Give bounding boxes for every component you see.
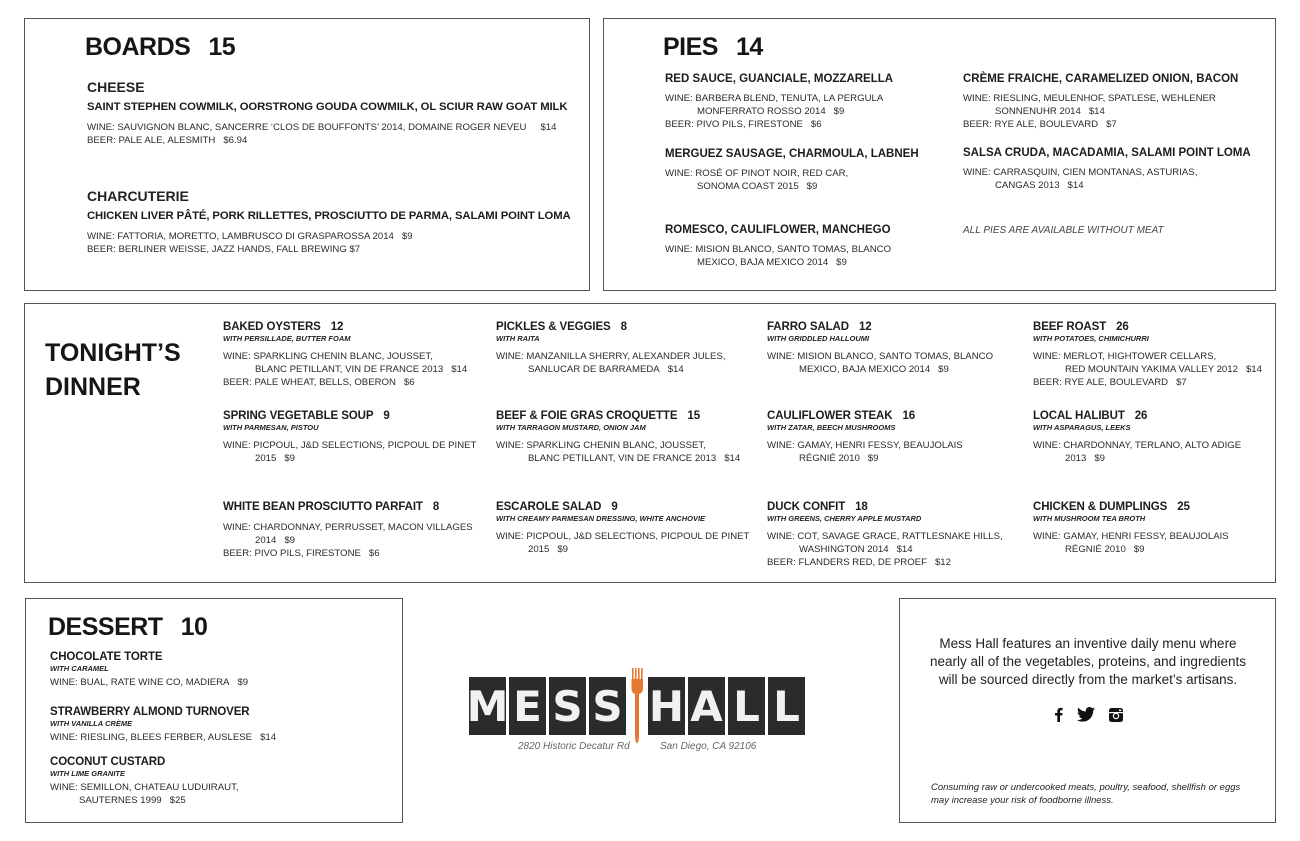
dinner-item: WHITE BEAN PROSCIUTTO PARFAIT 8 WINE: CHARDONNAY, PERRUSSET, MACON VILLAGES 2014 $9 BEER: PIVO PILS, FIRESTONE $6 [223,501,473,559]
dessert-price: 10 [180,613,208,641]
info-panel [899,598,1276,823]
boards-panel [24,18,590,291]
logo-letter: L [768,677,805,735]
fork-icon [629,677,645,735]
dessert-panel [25,598,403,823]
dinner-item: CAULIFLOWER STEAK 16 WITH ZATAR, BEECH MUSHROOMS WINE: GAMAY, HENRI FESSY, BEAUJOLAIS RÉGNIÉ 2010 $9 [767,410,963,464]
dessert-item: CHOCOLATE TORTE WITH CARAMEL WINE: BUAL, RATE WINE CO, MADIERA $9 [50,651,249,688]
section-items: CHICKEN LIVER PÂTÉ, PORK RILLETTES, PROSCIUTTO DE PARMA, SALAMI POINT LOMA [87,210,571,222]
dessert-title: DESSERT [48,613,163,641]
dinner-item: SPRING VEGETABLE SOUP 9 WITH PARMESAN, PISTOU WINE: PICPOUL, J&D SELECTIONS, PICPOUL DE PINET 2015 $9 [223,410,477,464]
dinner-item: PICKLES & VEGGIES 8 WITH RAITA WINE: MANZANILLA SHERRY, ALEXANDER JULES, SANLUCAR DE BARRAMEDA $14 [496,321,726,375]
section-title: CHARCUTERIE [87,188,189,204]
logo-letter: S [589,677,626,735]
dinner-title: TONIGHT’S DINNER [45,339,181,401]
mess-hall-logo [466,677,805,735]
logo-letter: H [648,677,685,735]
dinner-item: LOCAL HALIBUT 26 WITH ASPARAGUS, LEEKS WINE: CHARDONNAY, TERLANO, ALTO ADIGE 2013 $9 [1033,410,1242,464]
facebook-icon[interactable] [1054,707,1063,727]
logo-letter: A [688,677,725,735]
dinner-panel [24,303,1276,583]
dinner-item: CHICKEN & DUMPLINGS 25 WITH MUSHROOM TEA BROTH WINE: GAMAY, HENRI FESSY, BEAUJOLAIS RÉGNIÉ 2010 $9 [1033,501,1229,555]
pie-item: CRÈME FRAICHE, CARAMELIZED ONION, BACON WINE: RIESLING, MEULENHOF, SPATLESE, WEHLENER SONNENUHR 2014 $14 BEER: RYE ALE, BOULEVARD $7 [963,73,1239,130]
pie-item: ROMESCO, CAULIFLOWER, MANCHEGO WINE: MISION BLANCO, SANTO TOMAS, BLANCO MEXICO, BAJA MEXICO 2014 $9 [665,224,892,268]
pairing: WINE: FATTORIA, MORETTO, LAMBRUSCO DI GRASPAROSSA 2014 $9 BEER: BERLINER WEISSE, JAZZ HANDS, FALL BREWING $7 [87,231,413,255]
dinner-item: BAKED OYSTERS 12 WITH PERSILLADE, BUTTER FOAM WINE: SPARKLING CHENIN BLANC, JOUSSET, BLANC PETILLANT, VIN DE FRANCE 2013 $14 BEER: PALE WHEAT, BELLS, OBERON $6 [223,321,468,388]
instagram-icon[interactable] [1109,708,1123,727]
pies-panel [603,18,1276,291]
address-city: San Diego, CA 92106 [660,741,757,752]
health-disclaimer: Consuming raw or undercooked meats, poultry, seafood, shellfish or eggs may increase your risk of foodborne illness. [931,782,1241,806]
pie-item: MERGUEZ SAUSAGE, CHARMOULA, LABNEH WINE: ROSÉ OF PINOT NOIR, RED CAR, SONOMA COAST 2015 $9 [665,148,919,192]
dinner-item: BEEF ROAST 26 WITH POTATOES, CHIMICHURRI WINE: MERLOT, HIGHTOWER CELLARS, RED MOUNTAIN YAKIMA VALLEY 2012 $14 BEER: RYE ALE, BOULEVARD $7 [1033,321,1262,388]
boards-title: BOARDS [85,33,191,61]
social-links [1050,707,1126,727]
dinner-item: BEEF & FOIE GRAS CROQUETTE 15 WITH TARRAGON MUSTARD, ONION JAM WINE: SPARKLING CHENIN BLANC, JOUSSET, BLANC PETILLANT, VIN DE FRANCE 2013 $14 [496,410,741,464]
pies-note: ALL PIES ARE AVAILABLE WITHOUT MEAT [963,225,1164,236]
boards-price: 15 [208,33,236,61]
dinner-item: ESCAROLE SALAD 9 WITH CREAMY PARMESAN DRESSING, WHITE ANCHOVIE WINE: PICPOUL, J&D SELECTIONS, PICPOUL DE PINET 2015 $9 [496,501,750,555]
pairing: WINE: SAUVIGNON BLANC, SANCERRE ‘CLOS DE BOUFFONTS’ 2014, DOMAINE ROGER NEVEU $14 BEER: PALE ALE, ALESMITH $6.94 [87,122,557,146]
twitter-icon[interactable] [1077,707,1095,727]
dessert-heading [48,613,207,642]
tagline: Mess Hall features an inventive daily menu where nearly all of the vegetables, proteins, and ingredients will be sourced directly from the market’s artisans. [930,636,1246,687]
pies-price: 14 [735,33,763,61]
section-items: SAINT STEPHEN COWMILK, OORSTRONG GOUDA COWMILK, OL SCIUR RAW GOAT MILK [87,101,568,113]
pie-item: RED SAUCE, GUANCIALE, MOZZARELLA WINE: BARBERA BLEND, TENUTA, LA PERGULA MONFERRATO ROSSO 2014 $9 BEER: PIVO PILS, FIRESTONE $6 [665,73,894,130]
section-title: CHEESE [87,79,145,95]
dessert-item: COCONUT CUSTARD WITH LIME GRANITE WINE: SEMILLON, CHATEAU LUDUIRAUT, SAUTERNES 1999 $25 [50,756,239,806]
pies-heading [663,33,763,62]
pies-title: PIES [663,33,718,61]
logo-letter: L [728,677,765,735]
logo-letter: S [549,677,586,735]
dinner-item: DUCK CONFIT 18 WITH GREENS, CHERRY APPLE MUSTARD WINE: COT, SAVAGE GRACE, RATTLESNAKE HILLS, WASHINGTON 2014 $14 BEER: FLANDERS RED, DE PROEF $12 [767,501,1003,568]
logo-letter: M [469,677,506,735]
pie-item: SALSA CRUDA, MACADAMIA, SALAMI POINT LOMA WINE: CARRASQUIN, CIEN MONTANAS, ASTURIAS, CANGAS 2013 $14 [963,147,1251,191]
board-section-charcuterie [87,188,571,256]
boards-heading [85,33,235,62]
dinner-item: FARRO SALAD 12 WITH GRIDDLED HALLOUMI WINE: MISION BLANCO, SANTO TOMAS, BLANCO MEXICO, BAJA MEXICO 2014 $9 [767,321,994,375]
board-section-cheese [87,79,567,147]
address-street: 2820 Historic Decatur Rd [518,741,630,752]
logo-letter: E [509,677,546,735]
dessert-item: STRAWBERRY ALMOND TURNOVER WITH VANILLA CRÈME WINE: RIESLING, BLEES FERBER, AUSLESE $14 [50,706,277,743]
